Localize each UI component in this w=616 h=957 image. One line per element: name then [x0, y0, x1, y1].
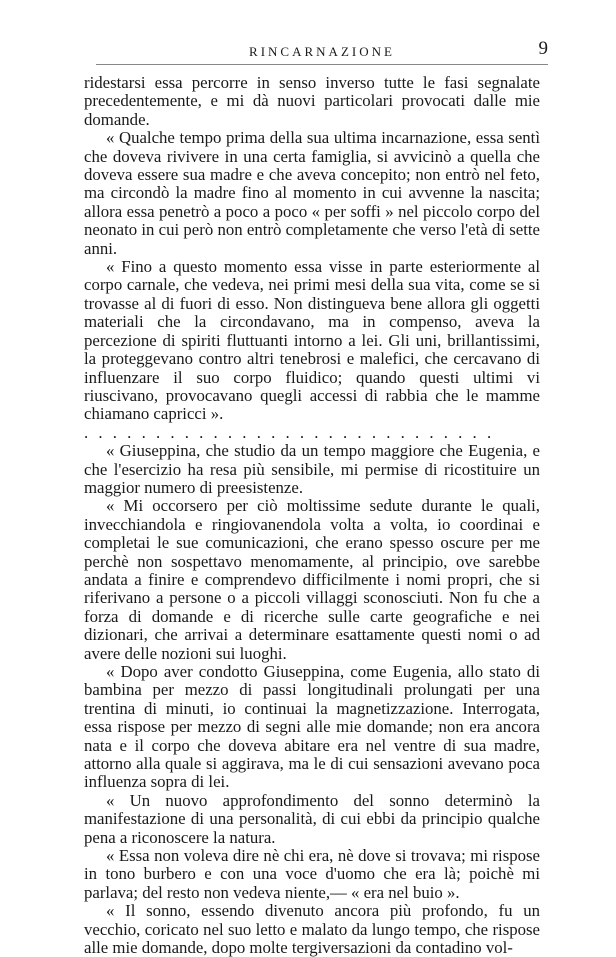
paragraph: « Il sonno, essendo divenuto ancora più profondo, fu un vecchio, coricato nel suo letto e malato da lungo tempo, che rispose alle mie domande, dopo molte tergiversazioni da contadino vol- [84, 901, 540, 957]
paragraph: « Dopo aver condotto Giuseppina, come Eugenia, allo stato di bambina per mezzo di passi longitudinali prolungati per una trentina di minuti, io continuai la magnetizzazione. Interrogata, essa rispose per mezzo di segni alle mie domande; non era ancora nata e il corpo che doveva abitare era nel ventre di sua madre, attorno alla quale si aggirava, ma le di cui sensazioni avevano poca influenza sopra di lei. [84, 661, 540, 792]
paragraph: « Qualche tempo prima della sua ultima incarnazione, essa sentì che doveva rivivere in una certa famiglia, si avvicinò a quella che doveva essere sua madre e che aveva concepito; non entrò nel feto, ma circondò la madre fino al momento in cui avvenne la nascita; allora essa penetrò a poco a poco « per soffi » nel piccolo corpo del neonato in cui però non entrò completamente che verso l'età di sette anni. [84, 128, 540, 258]
paragraph: « Giuseppina, che studio da un tempo maggiore che Eugenia, e che l'esercizio ha resa più sensibile, mi permise di ricostituire un maggior numero di preesistenze. [84, 441, 540, 497]
paragraph: « Essa non voleva dire nè chi era, nè dove si trovava; mi rispose in tono burbero e con una voce d'uomo che era là; poichè mi parlava; del resto non vedeva niente,— « era nel buio ». [84, 846, 540, 902]
paragraph: « Fino a questo momento essa visse in parte esteriormente al corpo carnale, che vedeva, nei primi mesi della sua vita, come se si trovasse al di fuori di esso. Non distingueva bene allora gli oggetti materiali che la circondavano, ma in compenso, aveva la percezione di spiriti fluttuanti intorno a lei. Gli uni, brillantissimi, la proteggevano contro altri tenebrosi e malefici, che cercavano di influenzare il suo corpo fluidico; quando questi ultimi vi riuscivano, provocavano quegli accessi di rabbia che le mamme chiamano capricci ». [84, 257, 540, 424]
running-title: RINCARNAZIONE [249, 44, 395, 59]
ellipsis-separator: . . . . . . . . . . . . . . . . . . . . . . . . . . . . . [84, 422, 495, 442]
page-header [96, 38, 548, 65]
paragraph: ridestarsi essa percorre in senso inverso tutte le fasi segnalate precedentemente, e mi dà nuovi particolari provocati dalle mie domande. [84, 73, 540, 129]
page-number: 9 [538, 38, 548, 59]
paragraph: « Mi occorsero per ciò moltissime sedute durante le quali, invecchiandola e ringiovanendola volta a volta, io coordinai e completai le sue comunicazioni, che erano spesso oscure per me perchè non sospettavo menomamente, al principio, ove sarebbe andata a finire e comprendevo difficilmente i nomi propri, che si riferivano a persone o a piccoli villaggi sconosciuti. Non fu che a forza di domande e di ricerche sulle carte geografiche e nei dizionari, che arrivai a determinare esattamente questi nomi o ad avere delle nozioni sui luoghi. [84, 496, 540, 663]
paragraph: « Un nuovo approfondimento del sonno determinò la manifestazione di una personalità, di cui ebbi da principio qualche pena a riconoscere la natura. [84, 790, 540, 847]
body-text [84, 74, 540, 957]
